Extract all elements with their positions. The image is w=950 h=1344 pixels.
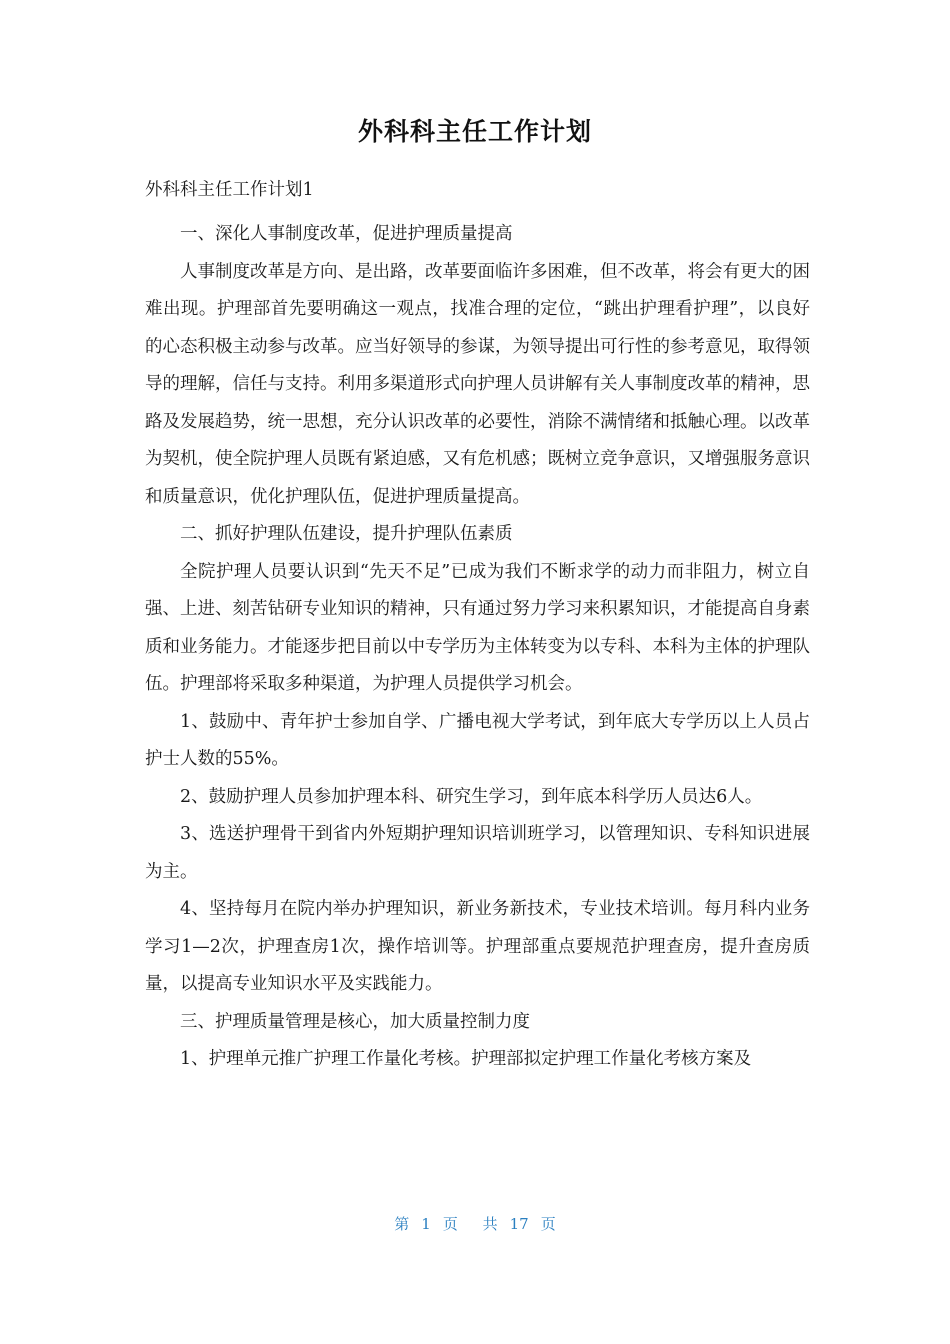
- document-body: [145, 216, 810, 1079]
- body-paragraph: 全院护理人员要认识到“先天不足”已成为我们不断求学的动力而非阻力，树立自强、上进、刻苦钻研专业知识的精神，只有通过努力学习来积累知识，才能提高自身素质和业务能力。才能逐步把目前以中专学历为主体转变为以专科、本科为主体的护理队伍。护理部将采取多种渠道，为护理人员提供学习机会。: [145, 561, 810, 694]
- body-paragraph: 人事制度改革是方向、是出路，改革要面临许多困难，但不改革，将会有更大的困难出现。护理部首先要明确这一观点，找准合理的定位，“跳出护理看护理”，以良好的心态积极主动参与改革。应当好领导的参谋，为领导提出可行性的参考意见，取得领导的理解，信任与支持。利用多渠道形式向护理人员讲解有关人事制度改革的精神，思路及发展趋势，统一思想，充分认识改革的必要性，消除不满情绪和抵触心理。以改革为契机，使全院护理人员既有紧迫感，又有危机感；既树立竞争意识，又增强服务意识和质量意识，优化护理队伍，促进护理质量提高。: [145, 261, 810, 507]
- footer-page-suffix: 页: [540, 1215, 556, 1233]
- footer-page-number: 1: [421, 1215, 431, 1233]
- section-heading: 一、深化人事制度改革，促进护理质量提高: [180, 224, 513, 244]
- list-item: 1、护理单元推广护理工作量化考核。护理部拟定护理工作量化考核方案及: [180, 1049, 752, 1069]
- page-footer: [0, 1213, 950, 1234]
- section-heading: 三、护理质量管理是核心，加大质量控制力度: [180, 1011, 530, 1032]
- list-item: 3、选送护理骨干到省内外短期护理知识培训班学习，以管理知识、专科知识进展为主。: [145, 824, 810, 882]
- list-item: 2、鼓励护理人员参加护理本科、研究生学习，到年底本科学历人员达6人。: [180, 786, 763, 807]
- list-item: 4、坚持每月在院内举办护理知识，新业务新技术，专业技术培训。每月科内业务学习1—2次，护理查房1次，操作培训等。护理部重点要规范护理查房，提升查房质量，以提高专业知识水平及实践能力。: [145, 899, 810, 994]
- footer-total-pages: 17: [509, 1215, 529, 1233]
- document-subtitle: 外科科主任工作计划1: [145, 180, 314, 200]
- footer-page-label: 第: [394, 1215, 410, 1233]
- list-item: 1、鼓励中、青年护士参加自学、广播电视大学考试，到年底大专学历以上人员占护士人数的55%。: [145, 711, 810, 769]
- section-heading: 二、抓好护理队伍建设，提升护理队伍素质: [180, 524, 513, 544]
- footer-page-of: 页 共: [442, 1215, 498, 1233]
- document-title: 外科科主任工作计划: [357, 117, 592, 146]
